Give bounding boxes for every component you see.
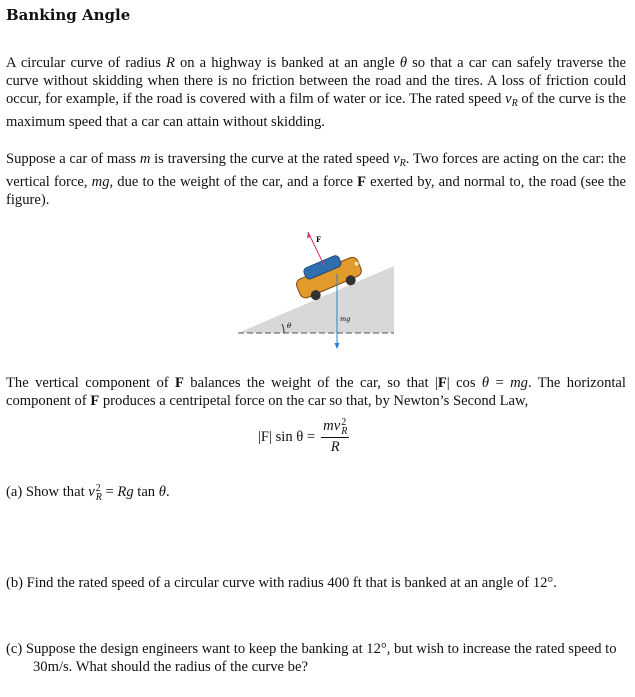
part-b: (b) Find the rated speed of a circular curve with radius 400 ft that is banked at an angle of 12°. bbox=[6, 575, 557, 591]
equation-lhs: |F| sin θ = bbox=[258, 428, 316, 445]
banked-curve-figure bbox=[236, 228, 396, 352]
newton-equation bbox=[258, 418, 349, 456]
force-label: F bbox=[316, 235, 321, 244]
forces-paragraph: Suppose a car of mass m is traversing the curve at the rated speed $v_R$. Two forces are acting on the car: the vertical force, mg, due to the weight of the car, and a force F exerted by, and normal to, the road (see the figure). bbox=[6, 151, 627, 208]
intro-paragraph: A circular curve of radius R on a highway is banked at an angle θ so that a car can safely traverse the curve without skidding when there is no friction between the road and the tires. A loss of friction could occur, for example, if the road is covered with a film of water or ice. The rated speed $v_R$ of the curve is the maximum speed that a car can attain without skidding. bbox=[6, 55, 627, 130]
page-title: Banking Angle bbox=[6, 6, 131, 24]
balance-paragraph: The vertical component of F balances the weight of the car, so that |F| cos θ = mg. The horizontal component of F produces a centripetal force on the car so that, by Newton’s Second Law, bbox=[6, 375, 626, 409]
car-on-bank-illustration bbox=[236, 228, 396, 352]
angle-label: θ bbox=[287, 322, 292, 330]
weight-label: mg bbox=[340, 315, 351, 323]
part-c: (c) Suppose the design engineers want to keep the banking at 12°, but wish to increase the rated speed to 30m/s. What should the radius of the curve be? bbox=[6, 641, 617, 675]
part-a: (a) Show that v 2 R = Rg tan θ. bbox=[6, 483, 170, 503]
equation-fraction: mv 2 R R bbox=[323, 417, 348, 455]
